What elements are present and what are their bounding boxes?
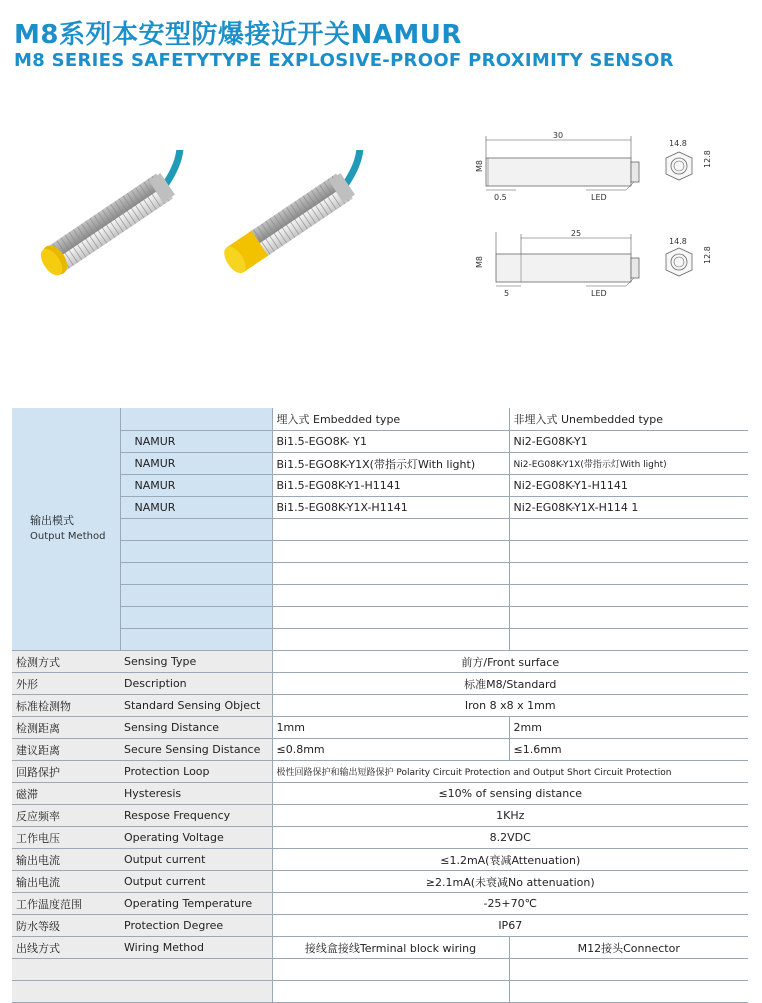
product-image (30, 150, 410, 330)
spec-label-en: Operating Temperature (120, 893, 272, 915)
output-type: NAMUR (120, 431, 272, 453)
page-title-en: M8 SERIES SAFETYTYPE EXPLOSIVE-PROOF PROXIMITY SENSOR (14, 50, 674, 71)
table-row (12, 453, 748, 475)
spec-value: ≤10% of sensing distance (272, 783, 748, 805)
dim-offset-embedded: 0.5 (494, 193, 507, 202)
model-unembedded: Ni2-EG08K-Y1X(带指示灯With light) (509, 453, 748, 475)
output-type: NAMUR (120, 497, 272, 519)
drawing-unembedded (475, 229, 712, 298)
led-label-embedded: LED (591, 193, 607, 202)
spec-value: -25+70℃ (272, 893, 748, 915)
spec-label-cn: 输出电流 (12, 849, 120, 871)
spec-row (12, 805, 748, 827)
spec-value: 1KHz (272, 805, 748, 827)
table-row-empty (12, 585, 748, 607)
spec-label-en: Wiring Method (120, 937, 272, 959)
spec-table (12, 408, 748, 1003)
hex-h-unembedded: 12.8 (703, 246, 712, 264)
output-type: NAMUR (120, 475, 272, 497)
spec-label-cn: 标准检测物 (12, 695, 120, 717)
dimension-drawing (466, 128, 746, 308)
spec-label-en: Output current (120, 849, 272, 871)
spec-value-unembedded: ≤1.6mm (509, 739, 748, 761)
spec-row (12, 651, 748, 673)
sensor-unembedded (206, 150, 390, 277)
spec-value-embedded: 1mm (272, 717, 509, 739)
output-method-label-cn: 输出模式 (30, 514, 74, 527)
spec-row (12, 827, 748, 849)
spec-value: 标准M8/Standard (272, 673, 748, 695)
spec-value: 8.2VDC (272, 827, 748, 849)
spec-label-cn: 回路保护 (12, 761, 120, 783)
spec-label-cn: 出线方式 (12, 937, 120, 959)
spec-row (12, 739, 748, 761)
spec-label-cn: 工作电压 (12, 827, 120, 849)
spec-label-en: Standard Sensing Object (120, 695, 272, 717)
table-row (12, 431, 748, 453)
spec-value-unembedded: M12接头Connector (509, 937, 748, 959)
dim-m-embedded: M8 (475, 160, 484, 172)
model-unembedded: Ni2-EG08K-Y1X-H114 1 (509, 497, 748, 519)
spec-label-cn: 输出电流 (12, 871, 120, 893)
spec-value-embedded: 接线盒接线Terminal block wiring (272, 937, 509, 959)
model-unembedded: Ni2-EG08K-Y1-H1141 (509, 475, 748, 497)
spec-row (12, 673, 748, 695)
spec-row (12, 761, 748, 783)
hex-w-embedded: 14.8 (669, 139, 687, 148)
output-method-cell (12, 408, 120, 651)
spec-row (12, 717, 748, 739)
spec-label-cn: 检测距离 (12, 717, 120, 739)
spec-label-cn: 检测方式 (12, 651, 120, 673)
hex-w-unembedded: 14.8 (669, 237, 687, 246)
spec-label-en: Description (120, 673, 272, 695)
table-row (12, 475, 748, 497)
spec-label-en: Hysteresis (120, 783, 272, 805)
spec-label-en: Respose Frequency (120, 805, 272, 827)
col-unembedded: 非埋入式 Unembedded type (509, 408, 748, 431)
spec-value-unembedded: 2mm (509, 717, 748, 739)
spec-value: Iron 8 x8 x 1mm (272, 695, 748, 717)
page-title-cn: M8系列本安型防爆接近开关NAMUR (14, 20, 462, 50)
dim-length-embedded: 30 (552, 131, 564, 140)
spec-row (12, 937, 748, 959)
model-embedded: Bi1.5-EG08K-Y1X-H1141 (272, 497, 509, 519)
spec-label-en: Protection Degree (120, 915, 272, 937)
spec-label-en: Operating Voltage (120, 827, 272, 849)
model-embedded: Bi1.5-EGO8K-Y1X(带指示灯With light) (272, 453, 509, 475)
table-row-empty (12, 563, 748, 585)
spec-row (12, 783, 748, 805)
spec-row (12, 893, 748, 915)
table-header-row (12, 408, 748, 431)
dim-offset-unembedded: 5 (504, 289, 510, 298)
spec-value: IP67 (272, 915, 748, 937)
spec-row-empty (12, 959, 748, 981)
spec-label-cn: 磁滞 (12, 783, 120, 805)
spec-value: ≤1.2mA(衰减Attenuation) (272, 849, 748, 871)
spec-label-en: Output current (120, 871, 272, 893)
spec-label-cn: 反应频率 (12, 805, 120, 827)
spec-value-embedded: ≤0.8mm (272, 739, 509, 761)
spec-label-en: Sensing Type (120, 651, 272, 673)
output-method-label-en: Output Method (30, 531, 106, 542)
spec-label-cn: 工作温度范围 (12, 893, 120, 915)
spec-value: 极性回路保护和输出短路保护 Polarity Circuit Protection and Output Short Circuit Protection (272, 761, 748, 783)
col-embedded: 埋入式 Embedded type (272, 408, 509, 431)
dim-m-unembedded: M8 (475, 256, 484, 268)
dim-length-unembedded: 25 (570, 229, 582, 238)
spec-row-empty (12, 981, 748, 1003)
spec-label-cn: 建议距离 (12, 739, 120, 761)
table-row-empty (12, 541, 748, 563)
drawing-embedded (475, 131, 712, 202)
spec-row (12, 849, 748, 871)
spec-label-en: Secure Sensing Distance (120, 739, 272, 761)
spec-label-cn: 防水等级 (12, 915, 120, 937)
model-embedded: Bi1.5-EGO8K- Y1 (272, 431, 509, 453)
spec-row (12, 871, 748, 893)
output-type: NAMUR (120, 453, 272, 475)
model-embedded: Bi1.5-EG08K-Y1-H1141 (272, 475, 509, 497)
led-label-unembedded: LED (591, 289, 607, 298)
table-row-empty (12, 629, 748, 651)
spec-label-en: Sensing Distance (120, 717, 272, 739)
spec-label-en: Protection Loop (120, 761, 272, 783)
hex-h-embedded: 12.8 (703, 150, 712, 168)
table-row-empty (12, 607, 748, 629)
spec-value: ≥2.1mA(未衰减No attenuation) (272, 871, 748, 893)
spec-row (12, 695, 748, 717)
spec-value: 前方/Front surface (272, 651, 748, 673)
spec-label-cn: 外形 (12, 673, 120, 695)
spec-row (12, 915, 748, 937)
table-row-empty (12, 519, 748, 541)
table-row (12, 497, 748, 519)
model-unembedded: Ni2-EG08K-Y1 (509, 431, 748, 453)
sensor-embedded (30, 150, 211, 280)
